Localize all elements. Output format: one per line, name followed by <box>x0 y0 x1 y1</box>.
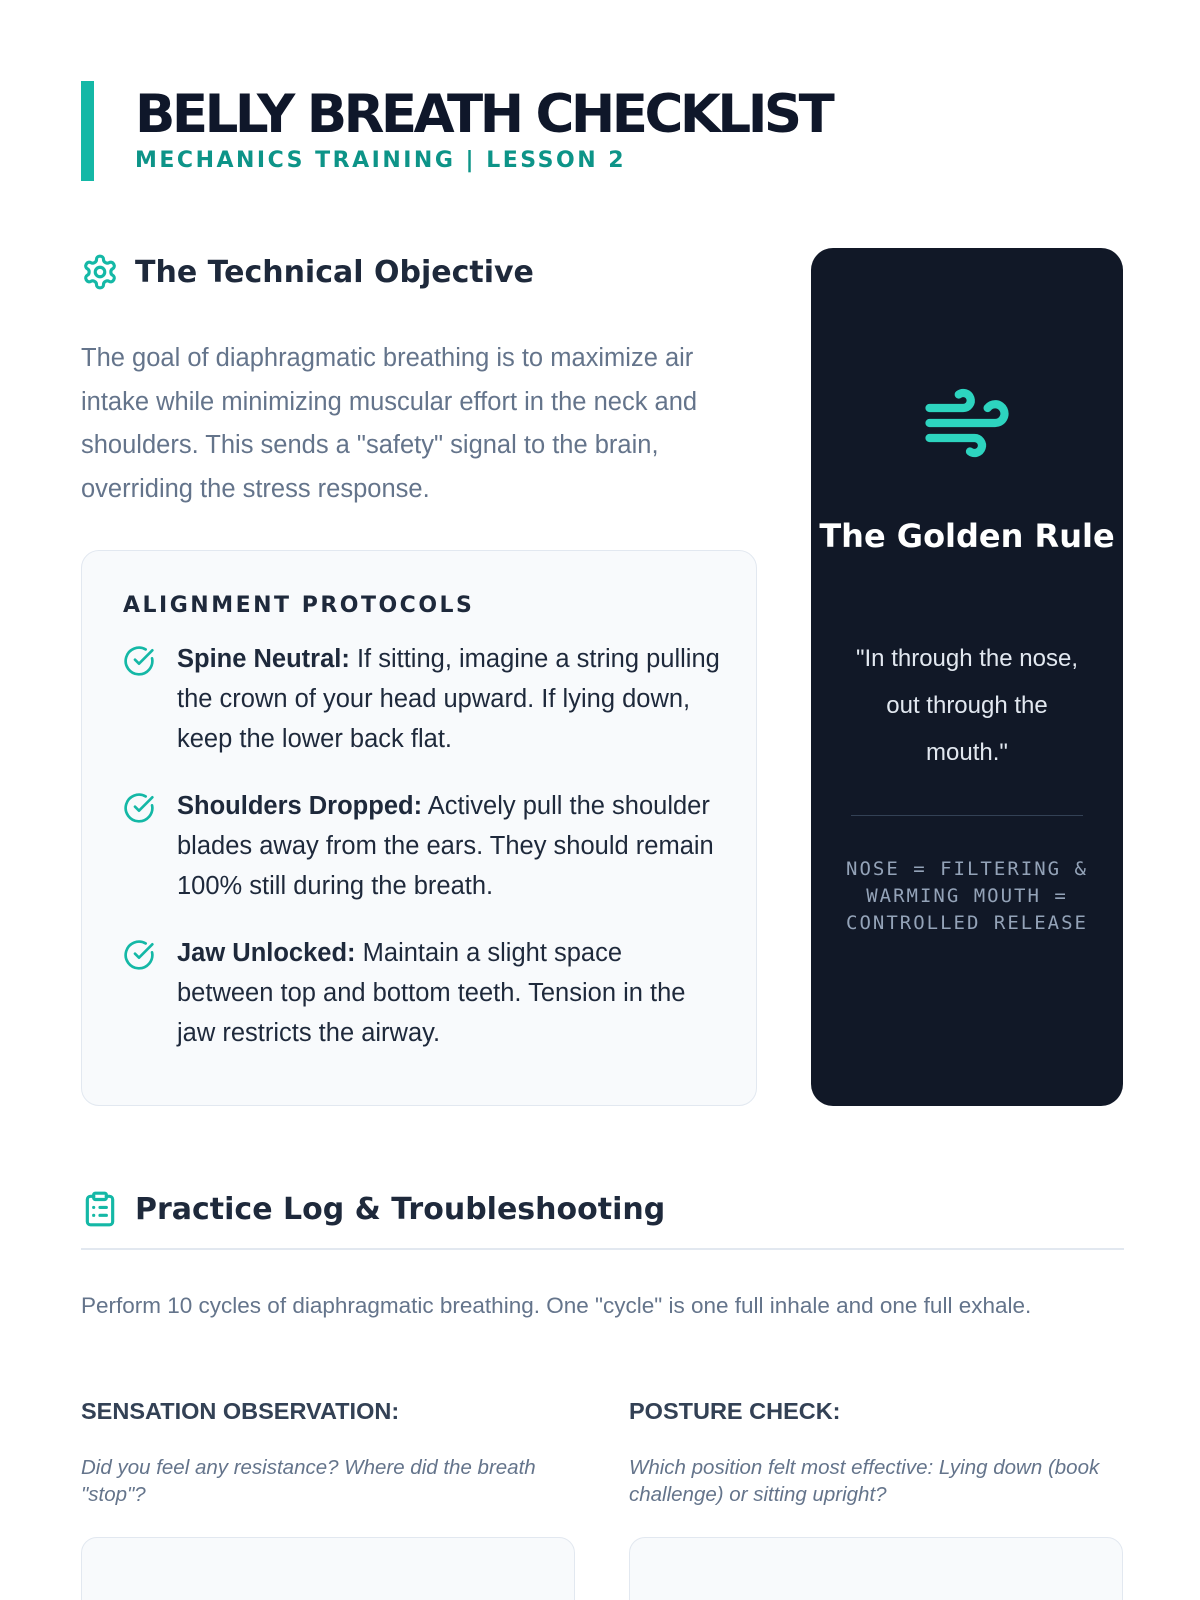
golden-rule-note: NOSE = FILTERING & WARMING MOUTH = CONTROLLED RELEASE <box>846 858 1088 934</box>
objective-heading-row <box>81 250 534 294</box>
protocol-label: Spine Neutral: <box>177 645 350 673</box>
golden-rule-quote: "In through the nose, out through the mouth." <box>855 645 1078 766</box>
protocol-description: If sitting, imagine a string pulling the crown of your head upward. If lying down, keep the lower back flat. <box>177 645 720 753</box>
wind-icon <box>912 378 1022 468</box>
sensation-answer-box[interactable] <box>81 1537 575 1600</box>
alignment-protocols-card <box>81 550 757 1106</box>
posture-answer-box[interactable] <box>629 1537 1123 1600</box>
protocol-description: Actively pull the shoulder blades away from the ears. They should remain 100% still during the breath. <box>177 792 714 900</box>
golden-rule-title: The Golden Rule <box>819 517 1115 555</box>
protocol-text <box>177 933 723 1053</box>
practice-heading: Practice Log & Troubleshooting <box>135 1191 666 1227</box>
accent-bar <box>81 81 94 181</box>
practice-intro: Perform 10 cycles of diaphragmatic breathing. One "cycle" is one full inhale and one full exhale. <box>81 1293 1032 1318</box>
section-divider <box>81 1248 1124 1250</box>
objective-body: The goal of diaphragmatic breathing is to maximize air intake while minimizing muscular effort in the neck and shoulders. This sends a "safety" signal to the brain, overriding the stress response. <box>81 344 698 503</box>
protocol-description: Maintain a slight space between top and bottom teeth. Tension in the jaw restricts the airway. <box>177 939 686 1047</box>
protocol-item <box>123 639 723 759</box>
divider <box>851 815 1083 816</box>
protocols-heading: ALIGNMENT PROTOCOLS <box>123 593 475 618</box>
protocol-label: Jaw Unlocked: <box>177 939 356 967</box>
field-label: POSTURE CHECK: <box>629 1398 841 1424</box>
golden-rule-card <box>811 248 1123 1106</box>
field-prompt: Did you feel any resistance? Where did the breath "stop"? <box>81 1456 536 1506</box>
page-title: BELLY BREATH CHECKLIST <box>135 84 832 145</box>
protocol-text <box>177 639 723 759</box>
clipboard-icon <box>81 1189 119 1229</box>
practice-heading-row <box>81 1187 665 1231</box>
protocol-label: Shoulders Dropped: <box>177 792 423 820</box>
sensation-observation-field <box>81 1398 575 1508</box>
protocol-text <box>177 786 723 906</box>
page-subtitle: MECHANICS TRAINING | LESSON 2 <box>135 148 627 173</box>
field-label: SENSATION OBSERVATION: <box>81 1398 400 1424</box>
objective-heading: The Technical Objective <box>135 254 534 290</box>
protocol-item <box>123 933 723 1053</box>
posture-check-field <box>629 1398 1123 1508</box>
protocol-item <box>123 786 723 906</box>
gear-icon <box>81 253 119 291</box>
field-prompt: Which position felt most effective: Lying down (book challenge) or sitting upright? <box>629 1456 1100 1506</box>
check-circle-icon <box>123 645 155 677</box>
check-circle-icon <box>123 939 155 971</box>
check-circle-icon <box>123 792 155 824</box>
